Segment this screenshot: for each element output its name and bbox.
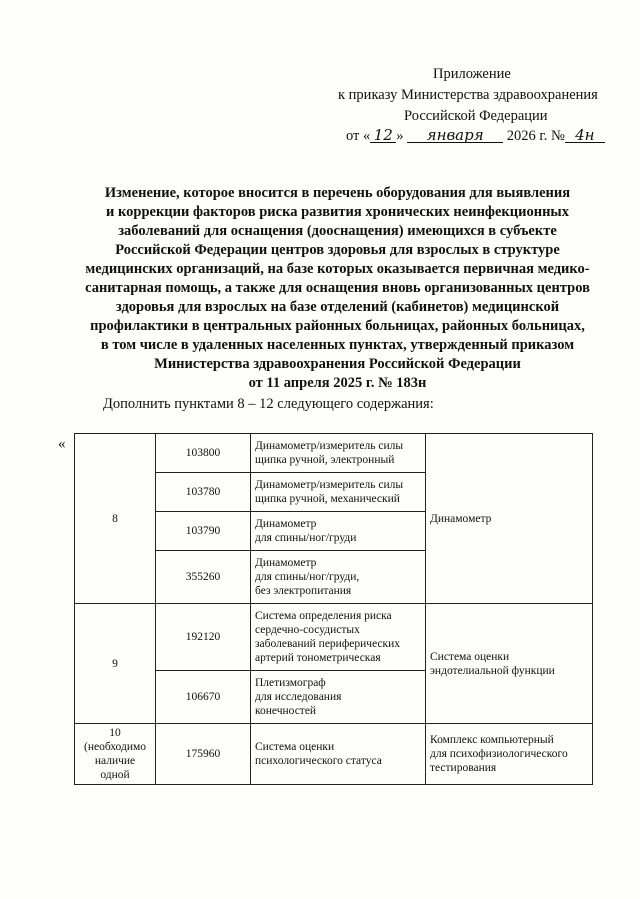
- date-day: 12: [370, 128, 396, 143]
- item-number: 8: [75, 434, 156, 604]
- item-name-line: конечностей: [255, 705, 317, 717]
- item-name-line: Система оценки: [255, 741, 335, 753]
- table-row: [75, 604, 593, 671]
- opening-quote: «: [58, 436, 66, 452]
- item-name: [251, 671, 426, 724]
- item-number-line: (необходимо: [83, 741, 146, 753]
- item-name-line: без электропитания: [255, 585, 352, 597]
- item-number-line: 10: [109, 727, 121, 739]
- item-name-line: сердечно-сосудистых: [255, 624, 360, 636]
- federation-label: Российской Федерации: [404, 108, 548, 124]
- item-name-line: психологического статуса: [255, 755, 382, 767]
- item-number: 9: [75, 604, 156, 724]
- item-name-line: щипка ручной, механический: [255, 493, 400, 505]
- item-name-line: Динамометр/измеритель силы: [255, 479, 404, 491]
- title-line: профилактики в центральных районных больницах, районных больницах,: [90, 318, 585, 334]
- item-code: 355260: [156, 551, 251, 604]
- item-name-line: Динамометр/измеритель силы: [255, 440, 404, 452]
- title-line: заболеваний для оснащения (дооснащения) имеющихся в субъекте: [118, 223, 557, 239]
- item-code: 192120: [156, 604, 251, 671]
- item-name: [251, 473, 426, 512]
- title-line: Министерства здравоохранения Российской Федерации: [154, 356, 521, 372]
- item-group-line: Комплекс компьютерный: [430, 734, 554, 746]
- item-code: 175960: [156, 724, 251, 785]
- item-code: 103780: [156, 473, 251, 512]
- item-number: [75, 724, 156, 785]
- item-group: Динамометр: [426, 434, 593, 604]
- item-name-line: для спины/ног/груди: [255, 532, 357, 544]
- item-name-line: заболеваний периферических: [255, 638, 401, 650]
- title-line: медицинских организаций, на базе которых оказывается первичная медико-: [85, 261, 590, 277]
- date-sep: »: [396, 128, 404, 144]
- title-line: и коррекции факторов риска развития хронических неинфекционных: [105, 204, 569, 220]
- title-line: в том числе в удаленных населенных пунктах, утвержденный приказом: [100, 337, 575, 353]
- item-group-line: Система оценки: [430, 650, 510, 663]
- date-month: января: [407, 128, 503, 143]
- document-title: [60, 184, 615, 393]
- item-name: [251, 551, 426, 604]
- table-row: [75, 434, 593, 473]
- title-line: Российской Федерации центров здоровья для взрослых в структуре: [115, 242, 560, 258]
- item-group-line: для психофизиологического: [430, 748, 568, 760]
- item-name: [251, 512, 426, 551]
- item-code: 106670: [156, 671, 251, 724]
- date-year: 2026 г. №: [506, 128, 565, 144]
- item-name-line: Плетизмограф: [255, 677, 326, 689]
- title-line: от 11 апреля 2025 г. № 183н: [248, 375, 427, 391]
- item-group-line: эндотелиальной функции: [430, 664, 555, 677]
- title-line: здоровья для взрослых на базе отделений (кабинетов) медицинской: [115, 299, 560, 315]
- item-name: [251, 604, 426, 671]
- item-group-line: тестирования: [430, 762, 497, 774]
- item-name-line: щипка ручной, электронный: [255, 454, 395, 466]
- title-line: Изменение, которое вносится в перечень оборудования для выявления: [104, 185, 571, 201]
- item-name: [251, 434, 426, 473]
- item-number-line: наличие одной: [94, 755, 136, 781]
- item-group: [426, 604, 593, 724]
- table-row: [75, 724, 593, 785]
- date-prefix: от «: [346, 128, 371, 144]
- item-name-line: Система определения риска: [255, 610, 392, 622]
- item-name-line: для спины/ног/груди,: [255, 571, 360, 583]
- item-code: 103790: [156, 512, 251, 551]
- item-code: 103800: [156, 434, 251, 473]
- appendix-label: Приложение: [433, 66, 511, 82]
- intro-text: Дополнить пунктами 8 – 12 следующего содержания:: [103, 396, 434, 412]
- item-name-line: Динамометр: [255, 557, 317, 569]
- order-reference: к приказу Министерства здравоохранения: [338, 87, 598, 103]
- item-name: [251, 724, 426, 785]
- item-name-line: Динамометр: [255, 518, 317, 530]
- item-name-line: артерий тонометрическая: [255, 652, 381, 664]
- order-date-line: [346, 128, 605, 145]
- item-name-line: для исследования: [255, 691, 342, 703]
- item-group: [426, 724, 593, 785]
- order-number: 4н: [565, 128, 605, 143]
- title-line: санитарная помощь, а также для оснащения вновь организованных центров: [85, 280, 590, 296]
- equipment-table: [74, 433, 593, 785]
